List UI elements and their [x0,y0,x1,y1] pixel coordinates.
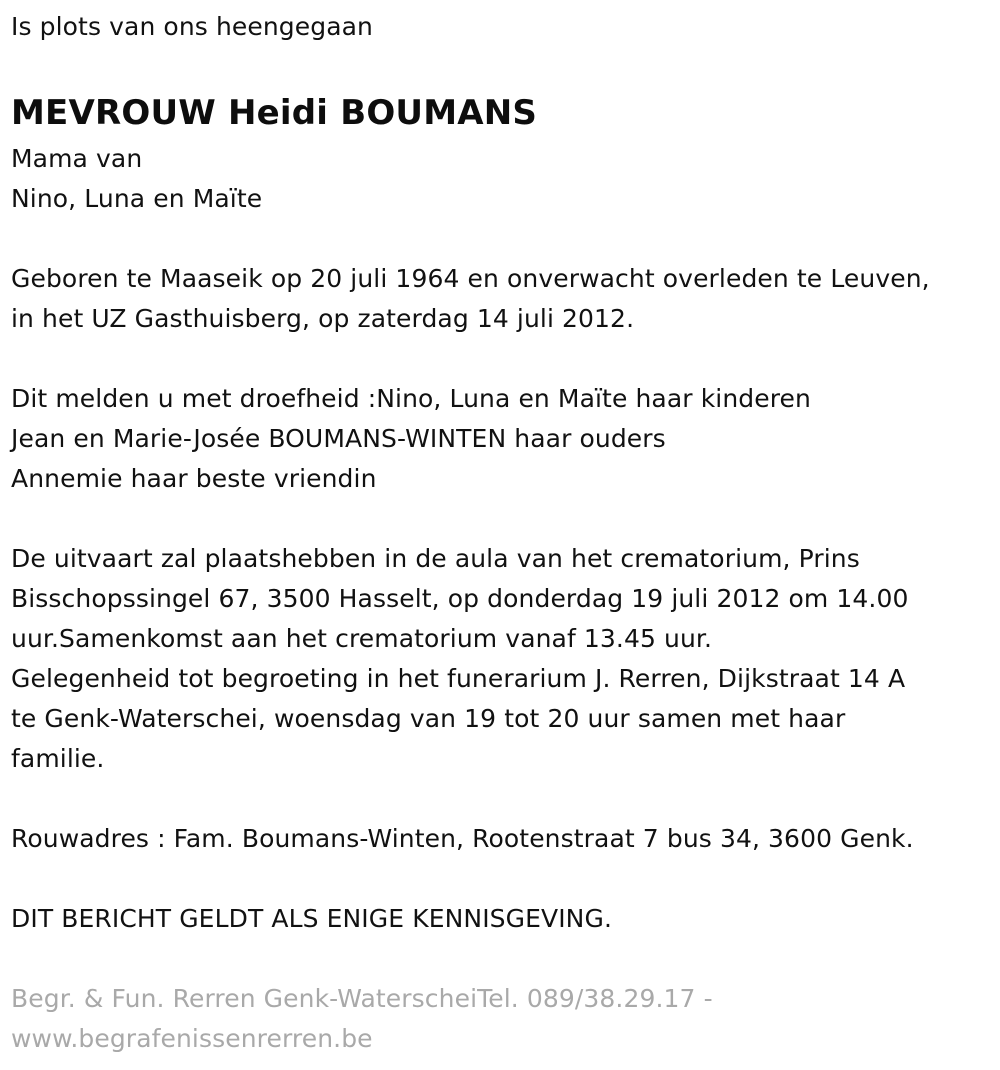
spacer [11,939,991,979]
footer-website: www.begrafenissenrerren.be [11,1024,373,1053]
death-notice [11,7,991,1059]
paragraph-line: Dit melden u met droefheid :Nino, Luna en Maïte haar kinderen [11,384,811,413]
spacer [11,499,991,539]
paragraph-line: familie. [11,744,105,773]
paragraph-line: De uitvaart zal plaatshebben in de aula van het crematorium, Prins [11,544,860,573]
spacer [11,339,991,379]
funeral-paragraph [11,539,991,779]
announcers-paragraph [11,379,991,499]
birth-death-paragraph [11,259,991,339]
closing-statement: DIT BERICHT GELDT ALS ENIGE KENNISGEVING. [11,904,612,933]
spacer [11,219,991,259]
spacer [11,779,991,819]
paragraph-line: Bisschopssingel 67, 3500 Hasselt, op donderdag 19 juli 2012 om 14.00 [11,584,909,613]
spacer [11,859,991,899]
children-names: Nino, Luna en Maïte [11,184,263,213]
deceased-name: MEVROUW Heidi BOUMANS [11,93,538,133]
mourning-address: Rouwadres : Fam. Boumans-Winten, Rootenstraat 7 bus 34, 3600 Genk. [11,824,914,853]
paragraph-line: Jean en Marie-Josée BOUMANS-WINTEN haar ouders [11,424,666,453]
intro-text: Is plots van ons heengegaan [11,12,374,41]
paragraph-line: Gelegenheid tot begroeting in het funerarium J. Rerren, Dijkstraat 14 A [11,664,906,693]
paragraph-line: uur.Samenkomst aan het crematorium vanaf 13.45 uur. [11,624,713,653]
mother-of-label: Mama van [11,144,143,173]
footer-contact: Begr. & Fun. Rerren Genk-WaterscheiTel. 089/38.29.17 - [11,984,713,1013]
paragraph-line: te Genk-Waterschei, woensdag van 19 tot 20 uur samen met haar [11,704,846,733]
funeral-home-footer [11,979,991,1059]
paragraph-line: Annemie haar beste vriendin [11,464,377,493]
paragraph-line: in het UZ Gasthuisberg, op zaterdag 14 juli 2012. [11,304,635,333]
paragraph-line: Geboren te Maaseik op 20 juli 1964 en onverwacht overleden te Leuven, [11,264,930,293]
